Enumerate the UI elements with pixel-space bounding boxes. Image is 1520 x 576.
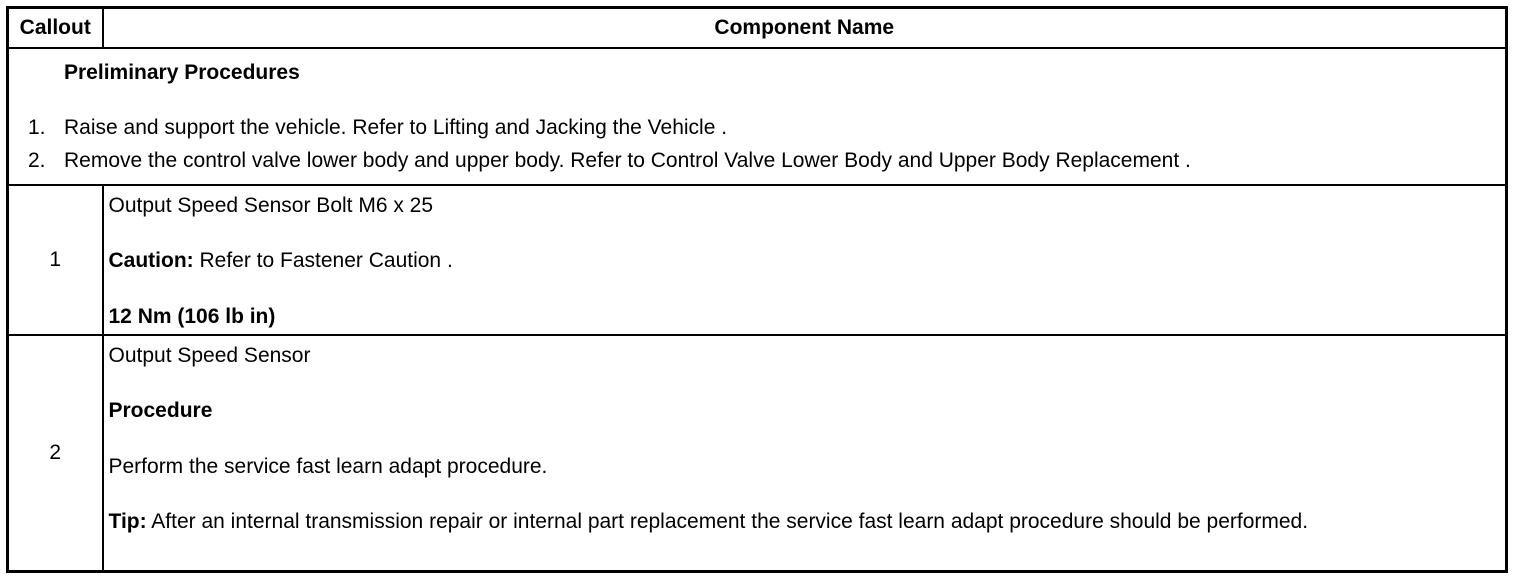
step-number: 1.	[28, 116, 46, 139]
callout-number: 2	[8, 335, 103, 571]
caution-text: Refer to Fastener Caution .	[193, 249, 453, 273]
table-row	[8, 185, 1507, 335]
step-text: Raise and support the vehicle. Refer to Lifting and Jacking the Vehicle .	[64, 116, 728, 139]
preliminary-steps	[9, 114, 1505, 180]
procedure-heading: Procedure	[108, 399, 213, 423]
caution-label: Caution:	[108, 249, 194, 273]
tip-note	[109, 508, 1502, 535]
component-cell	[103, 185, 1507, 335]
component-name: Output Speed Sensor Bolt M6 x 25	[108, 194, 434, 217]
procedure-text: Perform the service fast learn adapt procedure.	[108, 454, 548, 478]
step-text: Remove the control valve lower body and upper body. Refer to Control Valve Lower Body and Upper Body Replacement .	[64, 149, 1191, 172]
list-item	[28, 114, 1505, 147]
header-callout: Callout	[8, 8, 103, 49]
preliminary-cell	[8, 48, 1507, 185]
list-item	[28, 147, 1505, 180]
header-component-name: Component Name	[103, 8, 1507, 49]
tip-text: After an internal transmission repair or internal part replacement the service fast learn adapt procedure should be performed.	[146, 509, 1309, 533]
torque-spec: 12 Nm (106 lb in)	[108, 304, 276, 328]
preliminary-title: Preliminary Procedures	[64, 61, 300, 84]
component-name: Output Speed Sensor	[108, 344, 311, 367]
tip-label: Tip:	[108, 509, 147, 533]
callout-number: 1	[8, 185, 103, 335]
preliminary-row	[8, 48, 1507, 185]
caution-note	[109, 247, 1502, 274]
table-row	[8, 335, 1507, 571]
component-cell	[103, 335, 1507, 571]
procedure-table	[6, 6, 1508, 573]
header-row	[8, 8, 1507, 49]
step-number: 2.	[28, 149, 46, 172]
